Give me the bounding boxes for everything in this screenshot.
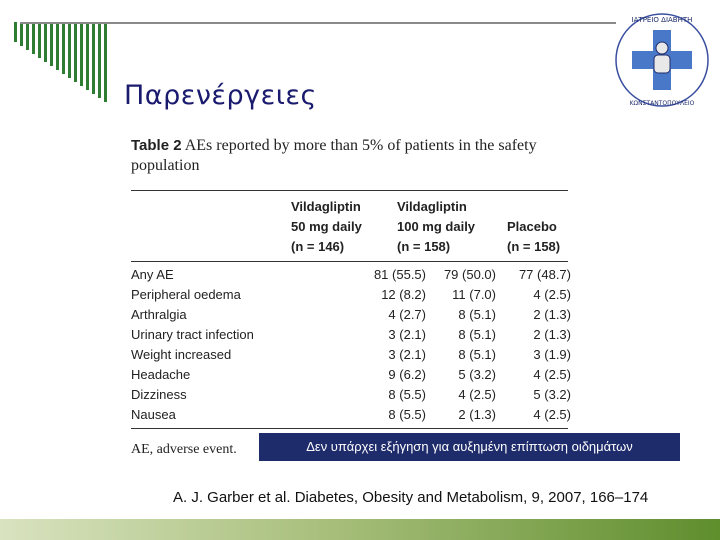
decorative-bar: [98, 22, 101, 98]
row-value: 3 (1.9): [533, 347, 571, 362]
table-footnote: AE, adverse event.: [131, 442, 237, 457]
slide-title: Παρενέργειες: [124, 80, 317, 111]
table-row: [131, 325, 571, 345]
citation: A. J. Garber et al. Diabetes, Obesity and Metabolism, 9, 2007, 166–174: [173, 489, 649, 506]
row-value: 79 (50.0): [443, 267, 496, 282]
decorative-bar: [14, 22, 17, 42]
row-label: Headache: [131, 367, 191, 382]
row-label: Weight increased: [131, 347, 232, 362]
row-value: 8 (5.1): [458, 347, 496, 362]
table-row: [131, 345, 571, 365]
decorative-bar: [80, 22, 83, 86]
row-value: 4 (2.5): [533, 367, 571, 382]
row-value: 11 (7.0): [452, 287, 496, 302]
table-row: [131, 405, 571, 425]
top-rule: [20, 22, 616, 24]
row-value: 4 (2.7): [388, 307, 426, 322]
header-col-2: [397, 197, 475, 257]
header-col-2-line3: (n = 158): [397, 239, 451, 254]
row-value: 4 (2.5): [533, 407, 571, 422]
row-value: 4 (2.5): [458, 387, 496, 402]
row-label: Peripheral oedema: [131, 287, 241, 302]
table-header-rule: [131, 261, 568, 262]
table-bottom-rule: [131, 428, 568, 429]
row-value: 12 (8.2): [381, 287, 426, 302]
row-value: 81 (55.5): [373, 267, 426, 282]
table-row: [131, 305, 571, 325]
row-label: Any AE: [131, 267, 174, 282]
decorative-bar: [68, 22, 71, 78]
table-row: [131, 285, 571, 305]
table-row: [131, 365, 571, 385]
header-col-3-line2: Placebo: [507, 219, 557, 234]
decorative-bar: [26, 22, 29, 50]
decorative-bar: [20, 22, 23, 46]
table-caption: [131, 136, 571, 176]
callout-box: Δεν υπάρχει εξήγηση για αυξημένη επίπτωση οιδημάτων: [259, 433, 680, 461]
row-label: Urinary tract infection: [131, 327, 254, 342]
clinic-logo: [612, 10, 712, 110]
row-value: 8 (5.5): [388, 387, 426, 402]
row-label: Arthralgia: [131, 307, 187, 322]
row-value: 8 (5.5): [388, 407, 426, 422]
row-label: Dizziness: [131, 387, 187, 402]
row-value: 8 (5.1): [458, 307, 496, 322]
row-value: 5 (3.2): [533, 387, 571, 402]
table-row: [131, 265, 571, 285]
decorative-bar: [38, 22, 41, 58]
row-value: 2 (1.3): [533, 307, 571, 322]
decorative-bar: [74, 22, 77, 82]
table-caption-text: AEs reported by more than 5% of patients in the safety population: [131, 137, 537, 174]
header-col-3-line1: [507, 197, 560, 217]
header-col-2-line2: 100 mg daily: [397, 219, 476, 234]
row-value: 2 (1.3): [458, 407, 496, 422]
decorative-bar: [56, 22, 59, 70]
decorative-bar: [50, 22, 53, 66]
header-col-1-line1: Vildagliptin: [291, 199, 361, 214]
decorative-bar: [86, 22, 89, 90]
header-col-3-line3: (n = 158): [507, 239, 561, 254]
svg-text:ΚΩΝΣΤΑΝΤΟΠΟΥΛΕΙΟ: ΚΩΝΣΤΑΝΤΟΠΟΥΛΕΙΟ: [629, 100, 695, 107]
header-col-1: [291, 197, 362, 257]
row-value: 3 (2.1): [388, 347, 426, 362]
decorative-bar: [104, 22, 107, 102]
decorative-bar: [32, 22, 35, 54]
decorative-bar: [62, 22, 65, 74]
row-value: 2 (1.3): [533, 327, 571, 342]
row-label: Nausea: [131, 407, 176, 422]
table-caption-label: Table 2: [131, 137, 182, 154]
decorative-bars: [14, 22, 134, 100]
row-value: 3 (2.1): [388, 327, 426, 342]
table-row: [131, 385, 571, 405]
header-col-3: [507, 197, 560, 257]
row-value: 77 (48.7): [518, 267, 571, 282]
decorative-bar: [92, 22, 95, 94]
header-col-2-line1: Vildagliptin: [397, 199, 467, 214]
row-value: 4 (2.5): [533, 287, 571, 302]
row-value: 5 (3.2): [458, 367, 496, 382]
header-col-1-line3: (n = 146): [291, 239, 345, 254]
table-top-rule: [131, 190, 568, 191]
bottom-bar: [0, 519, 720, 540]
svg-text:ΙΑΤΡΕΙΟ ΔΙΑΒΗΤΗ: ΙΑΤΡΕΙΟ ΔΙΑΒΗΤΗ: [631, 16, 693, 24]
row-value: 9 (6.2): [388, 367, 426, 382]
row-value: 8 (5.1): [458, 327, 496, 342]
header-col-1-line2: 50 mg daily: [291, 219, 362, 234]
decorative-bar: [44, 22, 47, 62]
